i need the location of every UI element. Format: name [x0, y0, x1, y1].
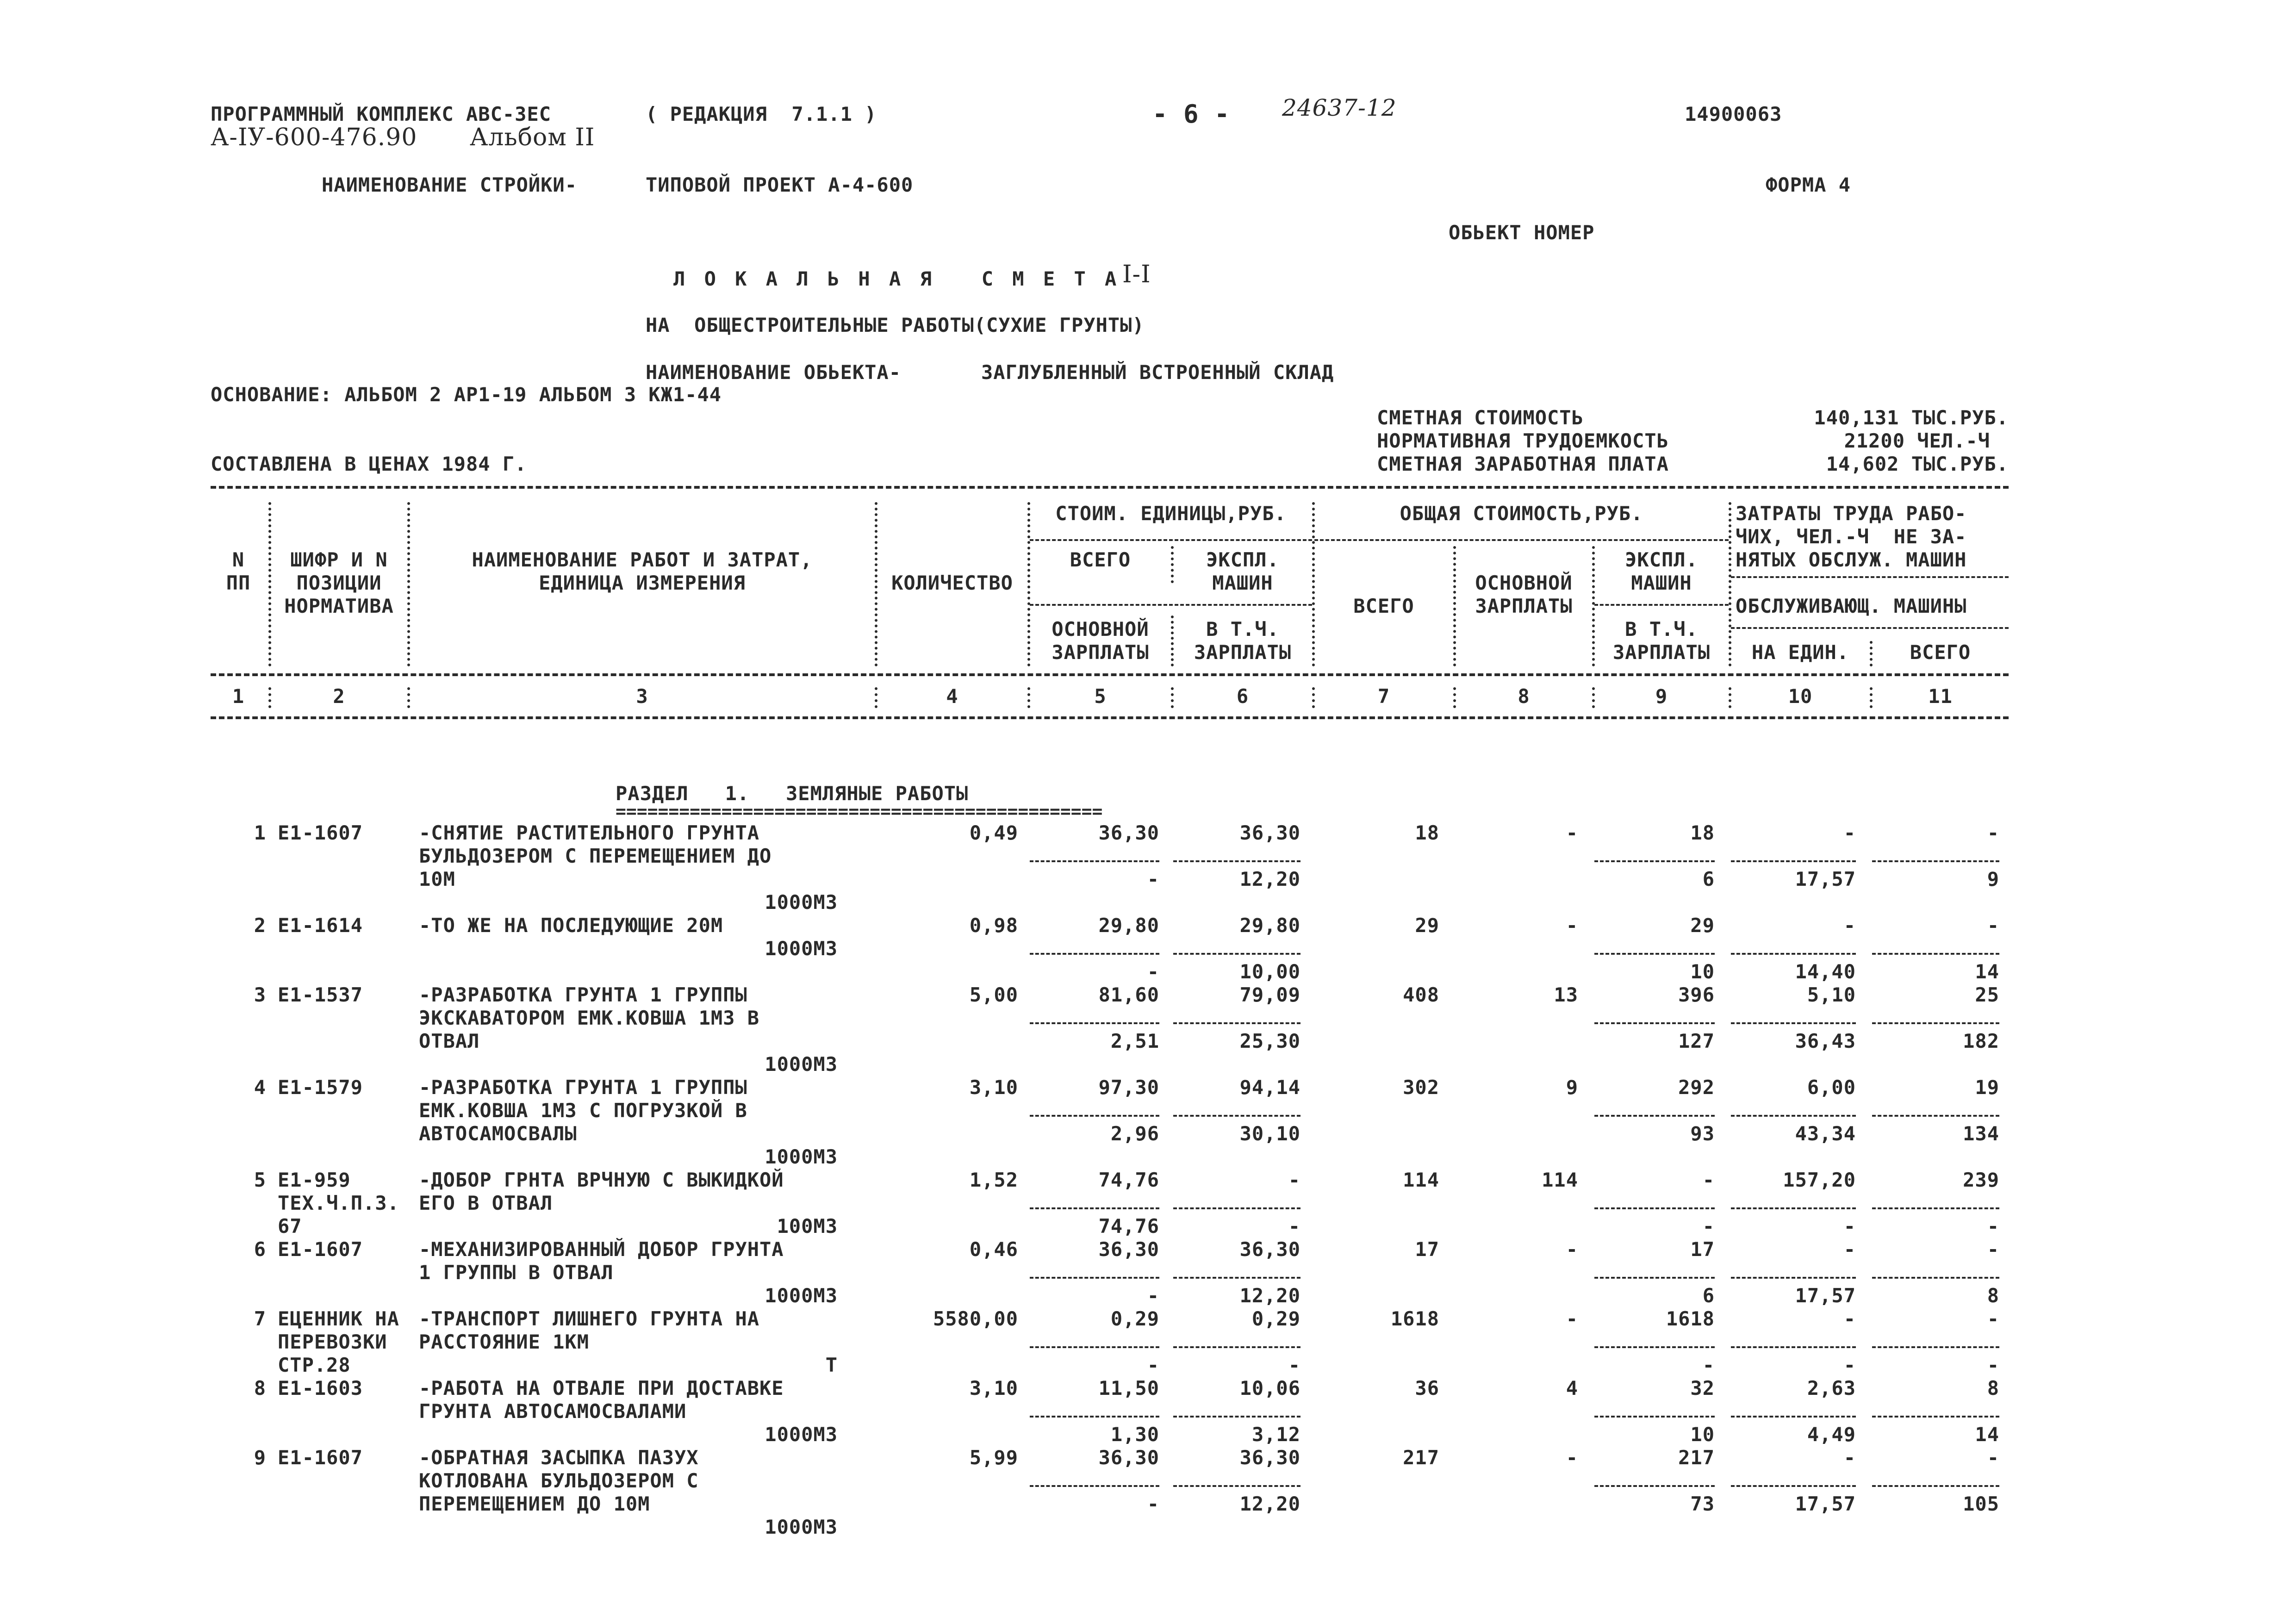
row-separator — [1173, 860, 1300, 862]
row-separator — [1173, 1115, 1300, 1117]
object-number-label: ОБЬЕКТ НОМЕР — [1449, 221, 1595, 244]
col1-header: N — [232, 548, 245, 571]
row-separator — [1594, 1416, 1715, 1418]
row-machine-labor-unit: - — [1843, 1215, 1856, 1237]
row-unit-machine: 36,30 — [1239, 1446, 1300, 1469]
row-separator — [1872, 1022, 1999, 1024]
row-labor-total: 8 — [1987, 1377, 1999, 1399]
row-total-machine-wage: 6 — [1702, 868, 1715, 890]
row-unit-wage: - — [1147, 1492, 1159, 1515]
row-total-wage: 9 — [1566, 1076, 1578, 1099]
row-number: 6 — [254, 1238, 266, 1261]
row-separator — [1872, 1346, 1999, 1348]
row-name: -РАБОТА НА ОТВАЛЕ ПРИ ДОСТАВКЕ — [419, 1377, 784, 1399]
col3-header: ЕДИНИЦА ИЗМЕРЕНИЯ — [539, 572, 746, 594]
row-quantity: 3,10 — [969, 1076, 1018, 1099]
row-total: 17 — [1415, 1238, 1439, 1261]
row-unit-wage: 2,51 — [1110, 1030, 1159, 1052]
row-code: Е1-1579 — [278, 1076, 363, 1099]
row-unit-wage: - — [1147, 1354, 1159, 1376]
column-number: 8 — [1518, 685, 1530, 708]
row-unit-machine-wage: 3,12 — [1251, 1423, 1300, 1446]
labor-header: ЗАТРАТЫ ТРУДА РАБО- — [1736, 502, 1967, 525]
row-unit-machine-wage: 12,20 — [1239, 868, 1300, 890]
row-separator — [1594, 860, 1715, 862]
row-labor-total: - — [1987, 1307, 1999, 1330]
row-machine-labor-total: 105 — [1963, 1492, 1999, 1515]
row-separator — [1173, 1485, 1300, 1487]
construction-value: ТИПОВОЙ ПРОЕКТ А-4-600 — [646, 174, 914, 196]
row-unit-machine-wage: - — [1288, 1215, 1300, 1237]
labor-header: НЯТЫХ ОБСЛУЖ. МАШИН — [1736, 548, 1967, 571]
row-unit-wage: 1,30 — [1110, 1423, 1159, 1446]
row-separator — [1594, 953, 1715, 955]
row-total-wage: 114 — [1542, 1169, 1578, 1191]
row-separator — [1731, 953, 1856, 955]
row-separator — [1030, 1346, 1159, 1348]
summary-label-1: СМЕТНАЯ СТОИМОСТЬ — [1377, 406, 1584, 429]
row-machine-labor-total: - — [1987, 1215, 1999, 1237]
column-number: 10 — [1788, 685, 1813, 708]
row-labor-total: - — [1987, 1238, 1999, 1261]
row-total-machine-wage: 127 — [1678, 1030, 1715, 1052]
column-number: 3 — [636, 685, 648, 708]
row-code: Е1-1537 — [278, 983, 363, 1006]
header-subrule — [1731, 627, 2009, 629]
row-unit: 1000М3 — [765, 1423, 838, 1446]
row-separator — [1872, 1115, 1999, 1117]
row-separator — [1030, 1115, 1159, 1117]
row-separator — [1594, 1207, 1715, 1209]
row-total-machine-wage: - — [1702, 1354, 1715, 1376]
row-unit-total: 81,60 — [1098, 983, 1159, 1006]
row-total-wage: 4 — [1566, 1377, 1578, 1399]
row-code: СТР.28 — [278, 1354, 351, 1376]
row-total-machine: 396 — [1678, 983, 1715, 1006]
row-code: 67 — [278, 1215, 302, 1237]
column-divider — [268, 687, 271, 708]
row-unit-machine-wage: 12,20 — [1239, 1492, 1300, 1515]
column-divider — [407, 502, 410, 666]
row-machine-labor-total: 182 — [1963, 1030, 1999, 1052]
total-mach-header: ЭКСПЛ. — [1625, 548, 1698, 571]
row-unit-total: 36,30 — [1098, 1238, 1159, 1261]
row-separator — [1030, 860, 1159, 862]
row-total-machine: 29 — [1690, 914, 1715, 937]
row-code: Е1-959 — [278, 1169, 351, 1191]
row-machine-labor-unit: 17,57 — [1795, 1284, 1856, 1307]
row-labor-total: - — [1987, 821, 1999, 844]
handwritten-number: 24637-12 — [1282, 94, 1397, 121]
row-name: -ОБРАТНАЯ ЗАСЫПКА ПАЗУХ — [419, 1446, 699, 1469]
document-title: Л О К А Л Ь Н А Я С М Е Т А — [673, 267, 1120, 290]
row-code: Е1-1614 — [278, 914, 363, 937]
row-machine-labor-unit: 36,43 — [1795, 1030, 1856, 1052]
row-machine-labor-unit: 14,40 — [1795, 960, 1856, 983]
row-name: ГРУНТА АВТОСАМОСВАЛАМИ — [419, 1400, 687, 1423]
row-total-machine: 17 — [1690, 1238, 1715, 1261]
summary-label-3: СМЕТНАЯ ЗАРАБОТНАЯ ПЛАТА — [1377, 453, 1669, 475]
row-separator — [1030, 953, 1159, 955]
column-number: 6 — [1236, 685, 1249, 708]
total-wage-header: ОСНОВНОЙ — [1475, 572, 1573, 594]
row-separator — [1731, 1277, 1856, 1279]
row-labor-unit: - — [1843, 1307, 1856, 1330]
row-number: 7 — [254, 1307, 266, 1330]
basis: ОСНОВАНИЕ: АЛЬБОМ 2 АР1-19 АЛЬБОМ 3 КЖ1-44 — [211, 383, 722, 406]
row-total-machine: 18 — [1690, 821, 1715, 844]
row-machine-labor-total: 8 — [1987, 1284, 1999, 1307]
column-number: 9 — [1655, 685, 1668, 708]
row-name: -РАЗРАБОТКА ГРУНТА 1 ГРУППЫ — [419, 1076, 747, 1099]
row-machine-labor-unit: 43,34 — [1795, 1122, 1856, 1145]
row-code: Е1-1603 — [278, 1377, 363, 1399]
row-labor-total: 25 — [1975, 983, 1999, 1006]
row-total-machine: 292 — [1678, 1076, 1715, 1099]
row-total: 114 — [1403, 1169, 1439, 1191]
row-separator — [1173, 953, 1300, 955]
row-labor-total: - — [1987, 914, 1999, 937]
row-total-machine-wage: - — [1702, 1215, 1715, 1237]
row-total-wage: - — [1566, 1307, 1578, 1330]
row-unit-wage: - — [1147, 1284, 1159, 1307]
total-all-header: ВСЕГО — [1353, 595, 1414, 617]
section-title: РАЗДЕЛ 1. ЗЕМЛЯНЫЕ РАБОТЫ — [616, 782, 969, 805]
total-wage-header: ЗАРПЛАТЫ — [1475, 595, 1573, 617]
row-separator — [1872, 953, 1999, 955]
row-unit-machine-wage: - — [1288, 1354, 1300, 1376]
col2-header: ШИФР И N — [290, 548, 388, 571]
row-quantity: 5580,00 — [933, 1307, 1018, 1330]
row-total-wage: 13 — [1554, 983, 1578, 1006]
row-unit-total: 11,50 — [1098, 1377, 1159, 1399]
row-labor-unit: 2,63 — [1807, 1377, 1856, 1399]
row-unit-machine: 79,09 — [1239, 983, 1300, 1006]
row-machine-labor-total: 14 — [1975, 1423, 1999, 1446]
column-number: 11 — [1928, 685, 1953, 708]
row-name: 1 ГРУППЫ В ОТВАЛ — [419, 1261, 614, 1284]
row-name: ЭКСКАВАТОРОМ ЕМК.КОВША 1М3 В — [419, 1007, 760, 1029]
total-cost-header: ОБЩАЯ СТОИМОСТЬ,РУБ. — [1400, 502, 1643, 525]
row-separator — [1030, 1022, 1159, 1024]
row-unit-machine: 94,14 — [1239, 1076, 1300, 1099]
album-number: Альбом II — [470, 124, 595, 151]
row-unit: 1000М3 — [765, 937, 838, 960]
summary-value-1: 140,131 ТЫС.РУБ. — [1814, 406, 2009, 429]
row-labor-unit: - — [1843, 1238, 1856, 1261]
row-total-machine: 32 — [1690, 1377, 1715, 1399]
row-machine-labor-total: 134 — [1963, 1122, 1999, 1145]
labor-total-header: ВСЕГО — [1910, 641, 1971, 664]
row-name: -ТРАНСПОРТ ЛИШНЕГО ГРУНТА НА — [419, 1307, 760, 1330]
row-quantity: 0,98 — [969, 914, 1018, 937]
row-unit-machine-wage: 25,30 — [1239, 1030, 1300, 1052]
row-separator — [1173, 1022, 1300, 1024]
row-number: 4 — [254, 1076, 266, 1099]
row-separator — [1030, 1277, 1159, 1279]
header-subrule — [1030, 539, 1312, 541]
row-unit-wage: - — [1147, 868, 1159, 890]
row-unit: 1000М3 — [765, 891, 838, 914]
row-quantity: 5,00 — [969, 983, 1018, 1006]
row-separator — [1872, 1277, 1999, 1279]
album-code: А-IУ-600-476.90 — [211, 124, 417, 151]
col2-header: ПОЗИЦИИ — [296, 572, 382, 594]
row-number: 2 — [254, 914, 266, 937]
row-unit-total: 97,30 — [1098, 1076, 1159, 1099]
row-name: -ТО ЖЕ НА ПОСЛЕДУЮЩИЕ 20М — [419, 914, 723, 937]
row-total-machine: 1618 — [1666, 1307, 1715, 1330]
row-separator — [1594, 1022, 1715, 1024]
row-labor-unit: 6,00 — [1807, 1076, 1856, 1099]
summary-value-3: 14,602 ТЫС.РУБ. — [1826, 453, 2009, 475]
row-name: -МЕХАНИЗИРОВАННЫЙ ДОБОР ГРУНТА — [419, 1238, 784, 1261]
row-total: 408 — [1403, 983, 1439, 1006]
row-separator — [1594, 1115, 1715, 1117]
row-labor-total: - — [1987, 1446, 1999, 1469]
row-total-machine-wage: 93 — [1690, 1122, 1715, 1145]
row-name: -РАЗРАБОТКА ГРУНТА 1 ГРУППЫ — [419, 983, 747, 1006]
row-number: 5 — [254, 1169, 266, 1191]
row-unit-machine-wage: 10,00 — [1239, 960, 1300, 983]
document-subtitle: НА ОБЩЕСТРОИТЕЛЬНЫЕ РАБОТЫ(СУХИЕ ГРУНТЫ) — [646, 314, 1145, 336]
row-code: ПЕРЕВОЗКИ — [278, 1331, 387, 1353]
unit-cost-header: СТОИМ. ЕДИНИЦЫ,РУБ. — [1055, 502, 1287, 525]
row-machine-labor-unit: 17,57 — [1795, 868, 1856, 890]
row-total-machine: 217 — [1678, 1446, 1715, 1469]
column-divider — [407, 687, 410, 708]
row-labor-unit: 5,10 — [1807, 983, 1856, 1006]
row-labor-unit: - — [1843, 914, 1856, 937]
column-number: 2 — [333, 685, 345, 708]
unit-total-header: ВСЕГО — [1070, 548, 1131, 571]
row-total: 302 — [1403, 1076, 1439, 1099]
col1-header: ПП — [226, 572, 251, 594]
column-number: 1 — [232, 685, 245, 708]
row-unit-machine: 10,06 — [1239, 1377, 1300, 1399]
row-number: 1 — [254, 821, 266, 844]
row-machine-labor-total: 9 — [1987, 868, 1999, 890]
row-labor-unit: - — [1843, 821, 1856, 844]
row-unit-total: 74,76 — [1098, 1169, 1159, 1191]
row-separator — [1594, 1277, 1715, 1279]
program-name: ПРОГРАММНЫЙ КОМПЛЕКС АВС-3ЕС — [211, 103, 552, 125]
col4-header: КОЛИЧЕСТВО — [891, 572, 1013, 594]
row-machine-labor-unit: 17,57 — [1795, 1492, 1856, 1515]
unit-incl-header: ЗАРПЛАТЫ — [1194, 641, 1292, 664]
row-code: Е1-1607 — [278, 1446, 363, 1469]
unit-wage-header: ЗАРПЛАТЫ — [1052, 641, 1149, 664]
form-number: ФОРМА 4 — [1766, 174, 1851, 196]
row-name: 10М — [419, 868, 455, 890]
row-separator — [1173, 1416, 1300, 1418]
summary-value-2: 21200 ЧЕЛ.-Ч — [1844, 429, 1990, 452]
row-unit: 1000М3 — [765, 1145, 838, 1168]
row-number: 9 — [254, 1446, 266, 1469]
row-machine-labor-total: - — [1987, 1354, 1999, 1376]
row-quantity: 5,99 — [969, 1446, 1018, 1469]
total-incl-header: В Т.Ч. — [1625, 618, 1698, 640]
row-unit: 1000М3 — [765, 1053, 838, 1076]
row-unit-machine: 36,30 — [1239, 1238, 1300, 1261]
row-total-wage: - — [1566, 821, 1578, 844]
row-labor-total: 239 — [1963, 1169, 1999, 1191]
col2-header: НОРМАТИВА — [284, 595, 394, 617]
row-total-wage: - — [1566, 1446, 1578, 1469]
row-unit: 1000М3 — [765, 1516, 838, 1538]
row-quantity: 1,52 — [969, 1169, 1018, 1191]
row-unit-wage: 74,76 — [1098, 1215, 1159, 1237]
row-unit-machine: 29,80 — [1239, 914, 1300, 937]
row-total: 1618 — [1390, 1307, 1439, 1330]
row-name: ЕМК.КОВША 1М3 С ПОГРУЗКОЙ В — [419, 1099, 747, 1122]
row-separator — [1030, 1207, 1159, 1209]
header-subrule — [1314, 539, 1729, 541]
total-incl-header: ЗАРПЛАТЫ — [1612, 641, 1711, 664]
labor-unit-header: НА ЕДИН. — [1751, 641, 1849, 664]
column-number: 4 — [946, 685, 958, 708]
row-separator — [1731, 1346, 1856, 1348]
row-separator — [1872, 1485, 1999, 1487]
row-separator — [1872, 1416, 1999, 1418]
col3-header: НАИМЕНОВАНИЕ РАБОТ И ЗАТРАТ, — [472, 548, 813, 571]
row-separator — [1173, 1207, 1300, 1209]
object-value: ЗАГЛУБЛЕННЫЙ ВСТРОЕННЫЙ СКЛАД — [981, 361, 1334, 384]
row-unit-total: 36,30 — [1098, 1446, 1159, 1469]
row-name: -СНЯТИЕ РАСТИТЕЛЬНОГО ГРУНТА — [419, 821, 760, 844]
row-separator — [1872, 1207, 1999, 1209]
edition: ( РЕДАКЦИЯ 7.1.1 ) — [646, 103, 877, 125]
row-unit-total: 0,29 — [1110, 1307, 1159, 1330]
row-unit-machine-wage: 30,10 — [1239, 1122, 1300, 1145]
row-separator — [1731, 1485, 1856, 1487]
row-total-machine: - — [1702, 1169, 1715, 1191]
column-divider — [268, 502, 271, 666]
header-rule-top — [211, 486, 2009, 489]
unit-mach-header: ЭКСПЛ. — [1206, 548, 1279, 571]
row-labor-unit: - — [1843, 1446, 1856, 1469]
unit-incl-header: В Т.Ч. — [1206, 618, 1279, 640]
row-quantity: 3,10 — [969, 1377, 1018, 1399]
row-code: Е1-1607 — [278, 821, 363, 844]
row-code: Е1-1607 — [278, 1238, 363, 1261]
row-unit: 100М3 — [777, 1215, 838, 1237]
row-total-machine-wage: 10 — [1690, 960, 1715, 983]
construction-label: НАИМЕНОВАНИЕ СТРОЙКИ- — [322, 174, 578, 196]
header-rule-bottom — [211, 716, 2009, 719]
prices-basis: СОСТАВЛЕНА В ЦЕНАХ 1984 Г. — [211, 453, 527, 475]
column-number: 5 — [1094, 685, 1107, 708]
row-number: 3 — [254, 983, 266, 1006]
labor-header: ЧИХ, ЧЕЛ.-Ч НЕ ЗА- — [1736, 525, 1967, 548]
row-machine-labor-unit: 4,49 — [1807, 1423, 1856, 1446]
row-labor-total: 19 — [1975, 1076, 1999, 1099]
row-code: ТЕХ.Ч.П.3. — [278, 1192, 399, 1214]
header-subrule — [1594, 604, 1729, 606]
section-underline: ============================================== — [616, 801, 1103, 821]
row-separator — [1594, 1346, 1715, 1348]
row-separator — [1731, 860, 1856, 862]
row-unit-wage: 2,96 — [1110, 1122, 1159, 1145]
row-total: 18 — [1415, 821, 1439, 844]
row-separator — [1731, 1115, 1856, 1117]
row-total-wage: - — [1566, 914, 1578, 937]
row-unit-machine: 0,29 — [1251, 1307, 1300, 1330]
row-unit-total: 29,80 — [1098, 914, 1159, 937]
row-code: ЕЦЕННИК НА — [278, 1307, 399, 1330]
row-name: ОТВАЛ — [419, 1030, 480, 1052]
row-unit-machine: - — [1288, 1169, 1300, 1191]
row-name: ЕГО В ОТВАЛ — [419, 1192, 553, 1214]
row-unit-wage: - — [1147, 960, 1159, 983]
row-separator — [1173, 1277, 1300, 1279]
row-total-machine-wage: 10 — [1690, 1423, 1715, 1446]
header-rule-mid — [211, 673, 2009, 676]
row-quantity: 0,49 — [969, 821, 1018, 844]
row-unit: 1000М3 — [765, 1284, 838, 1307]
column-divider — [1312, 502, 1315, 666]
document-number: 14900063 — [1685, 103, 1782, 125]
row-total: 217 — [1403, 1446, 1439, 1469]
row-total-wage: - — [1566, 1238, 1578, 1261]
row-name: АВТОСАМОСВАЛЫ — [419, 1122, 577, 1145]
unit-mach-header: МАШИН — [1212, 572, 1273, 594]
row-name: КОТЛОВАНА БУЛЬДОЗЕРОМ С — [419, 1469, 699, 1492]
row-separator — [1731, 1416, 1856, 1418]
row-total-machine-wage: 73 — [1690, 1492, 1715, 1515]
row-separator — [1030, 1485, 1159, 1487]
row-separator — [1872, 860, 1999, 862]
row-name: БУЛЬДОЗЕРОМ С ПЕРЕМЕЩЕНИЕМ ДО — [419, 845, 772, 867]
row-separator — [1173, 1346, 1300, 1348]
total-mach-header: МАШИН — [1631, 572, 1692, 594]
labor-sub-header: ОБСЛУЖИВАЮЩ. МАШИНЫ — [1736, 595, 1967, 617]
row-unit-machine-wage: 12,20 — [1239, 1284, 1300, 1307]
row-separator — [1030, 1416, 1159, 1418]
object-label: НАИМЕНОВАНИЕ ОБЬЕКТА- — [646, 361, 902, 384]
row-name: ПЕРЕМЕЩЕНИЕМ ДО 10М — [419, 1492, 650, 1515]
row-total-machine-wage: 6 — [1702, 1284, 1715, 1307]
header-subrule — [1030, 604, 1312, 606]
row-labor-unit: 157,20 — [1783, 1169, 1856, 1191]
document-title-number: I-I — [1122, 261, 1151, 288]
row-machine-labor-total: 14 — [1975, 960, 1999, 983]
row-name: -ДОБОР ГРНТА ВРЧНУЮ С ВЫКИДКОЙ — [419, 1169, 784, 1191]
row-machine-labor-unit: - — [1843, 1354, 1856, 1376]
row-total: 29 — [1415, 914, 1439, 937]
row-unit-total: 36,30 — [1098, 821, 1159, 844]
row-separator — [1731, 1022, 1856, 1024]
page-number: - 6 - — [1152, 99, 1230, 129]
row-number: 8 — [254, 1377, 266, 1399]
header-subrule — [1731, 576, 2009, 578]
column-number: 7 — [1377, 685, 1390, 708]
unit-wage-header: ОСНОВНОЙ — [1052, 618, 1149, 640]
row-separator — [1731, 1207, 1856, 1209]
row-total: 36 — [1415, 1377, 1439, 1399]
row-separator — [1594, 1485, 1715, 1487]
summary-label-2: НОРМАТИВНАЯ ТРУДОЕМКОСТЬ — [1377, 429, 1669, 452]
row-unit: Т — [825, 1354, 838, 1376]
row-unit-machine: 36,30 — [1239, 821, 1300, 844]
row-name: РАССТОЯНИЕ 1КМ — [419, 1331, 590, 1353]
row-quantity: 0,46 — [969, 1238, 1018, 1261]
